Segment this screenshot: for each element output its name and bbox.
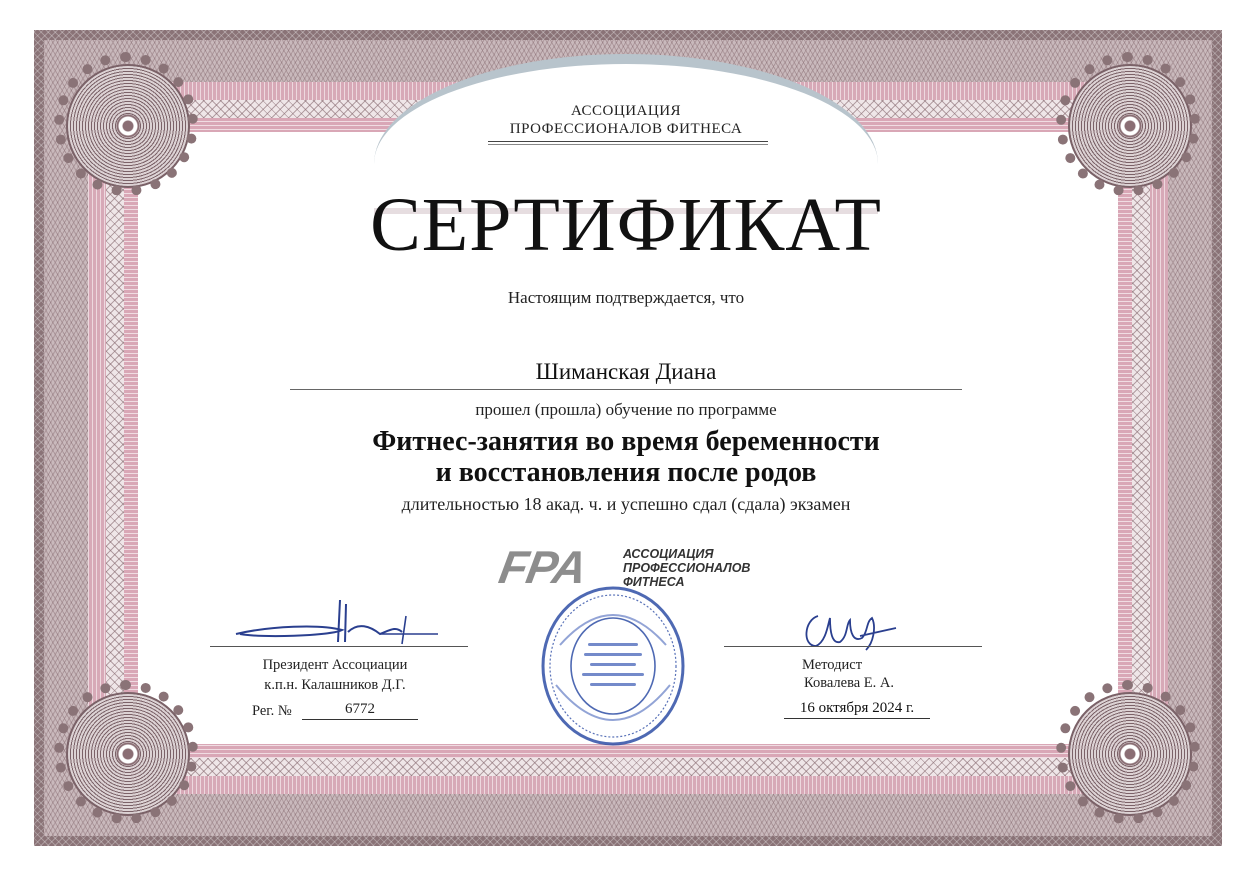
methodist-signature-line — [724, 646, 982, 647]
reg-number: 6772 — [302, 701, 418, 720]
fpa-logo-text — [623, 547, 750, 589]
recipient-name-rule — [290, 389, 962, 390]
issue-date: 16 октября 2024 г. — [784, 700, 930, 719]
president-signature — [230, 596, 450, 652]
header-rule-secondary — [488, 144, 768, 145]
program-title-line1: Фитнес-занятия во время беременности — [372, 426, 880, 457]
association-header — [450, 102, 802, 138]
certificate-title: СЕРТИФИКАТ — [370, 183, 882, 267]
official-stamp — [540, 585, 686, 747]
president-name: к.п.н. Калашников Д.Г. — [264, 677, 406, 693]
recipient-name: Шиманская Диана — [535, 359, 717, 384]
association-header-line1: АССОЦИАЦИЯ — [570, 103, 682, 119]
corner-rosette-bottom-left — [66, 692, 190, 816]
reg-label: Рег. № — [252, 703, 292, 719]
methodist-name: Ковалева Е. А. — [804, 675, 895, 691]
president-signature-line — [210, 646, 468, 647]
association-header-line2: ПРОФЕССИОНАЛОВ ФИТНЕСА — [509, 121, 743, 137]
header-rule — [488, 141, 768, 142]
fpa-logo-text-line3: ФИТНЕСА — [623, 575, 685, 589]
fpa-logo-text-line2: ПРОФЕССИОНАЛОВ — [623, 561, 751, 575]
fpa-logo-mark: FPA — [495, 541, 591, 593]
corner-rosette-top-left — [66, 64, 190, 188]
president-title: Президент Ассоциации — [262, 657, 408, 673]
methodist-title: Методист — [802, 657, 863, 673]
confirm-text: Настоящим подтверждается, что — [507, 288, 745, 307]
fpa-logo-text-line1: АССОЦИАЦИЯ — [623, 547, 714, 561]
program-title-line2: и восстановления после родов — [435, 457, 817, 488]
program-title — [0, 426, 1252, 488]
duration-text: длительностью 18 акад. ч. и успешно сдал (сдала) экзамен — [401, 494, 851, 514]
corner-rosette-top-right — [1068, 64, 1192, 188]
passed-text: прошел (прошла) обучение по программе — [475, 400, 777, 419]
president-block — [230, 655, 440, 695]
corner-rosette-bottom-right — [1068, 692, 1192, 816]
